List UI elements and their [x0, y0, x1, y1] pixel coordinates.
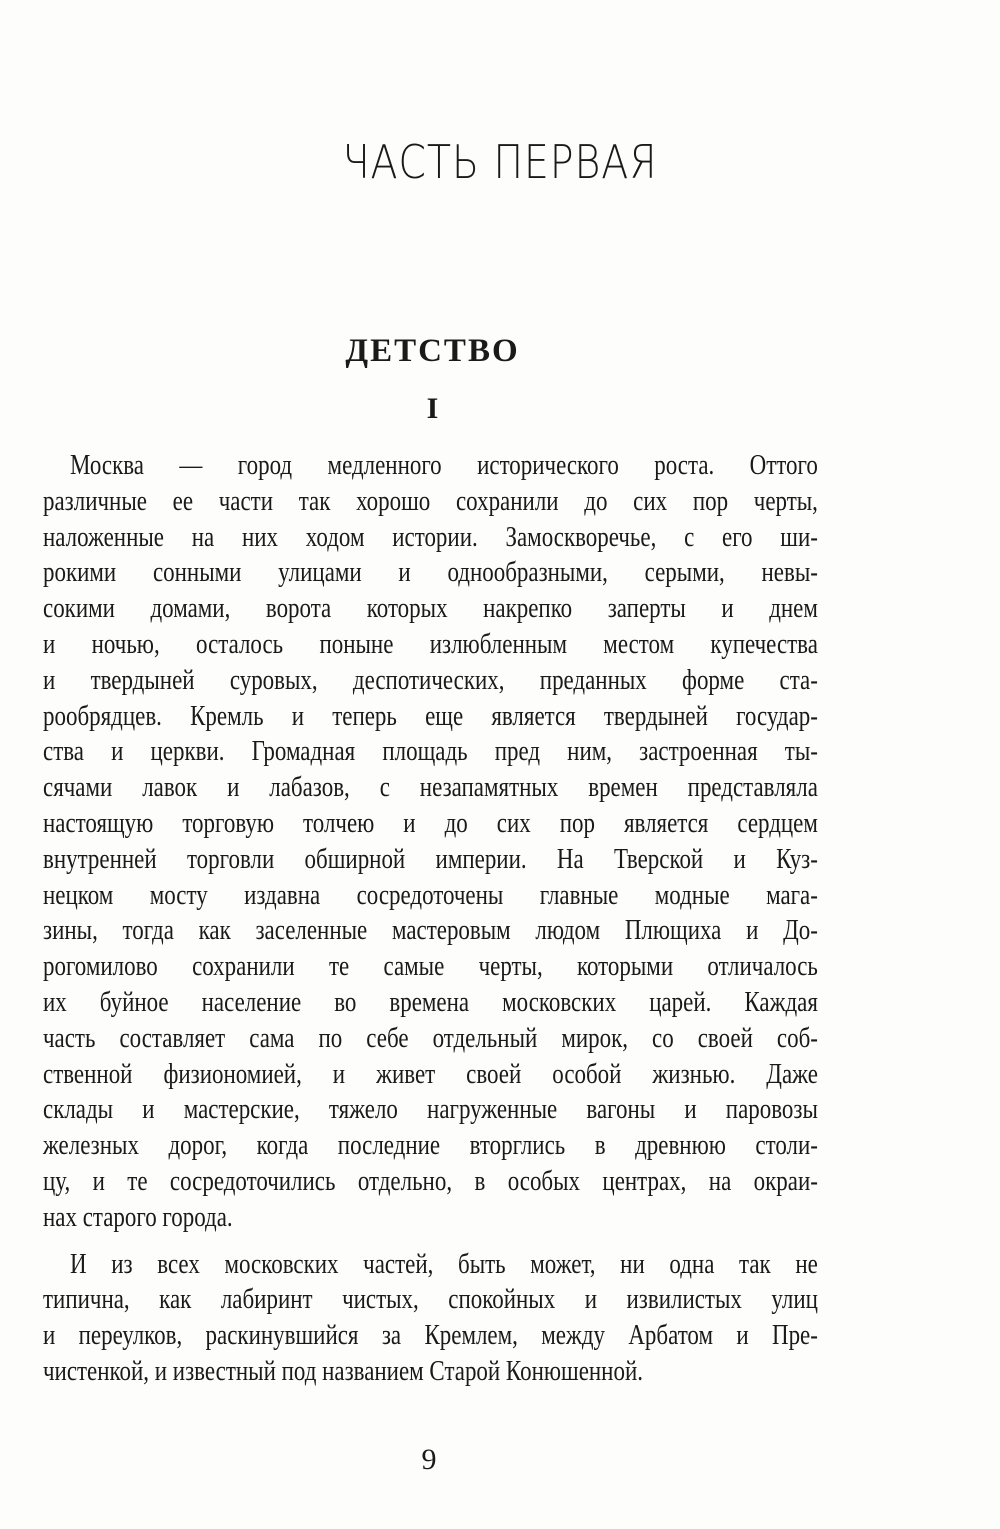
text-line: И из всех московских частей, быть может, ни одна так не	[70, 1248, 818, 1280]
text-line: и твердыней суровых, деспотических, преданных форме ста-	[43, 664, 818, 696]
text-line: рогомилово сохранили те самые черты, которыми отличалось	[43, 951, 818, 983]
text-line: ственной физиономией, и живет своей особой жизнью. Даже	[43, 1058, 818, 1090]
text-line: часть составляет сама по себе отдельный мирок, со своей соб-	[43, 1022, 818, 1054]
text-line: рокими сонными улицами и однообразными, серыми, невы-	[43, 557, 818, 589]
text-line: внутренней торговли обширной империи. На Тверской и Куз-	[43, 843, 818, 875]
text-line: сокими домами, ворота которых накрепко заперты и днем	[43, 593, 818, 625]
text-line: склады и мастерские, тяжело нагруженные вагоны и паровозы	[43, 1094, 818, 1126]
section-number: I	[426, 392, 439, 425]
text-line: нах старого города.	[43, 1201, 233, 1233]
text-line: сячами лавок и лабазов, с незапамятных времен представляла	[43, 772, 818, 804]
text-line: чистенкой, и известный под названием Старой Конюшенной.	[43, 1356, 643, 1387]
text-line: и ночью, осталось поныне излюбленным местом купечества	[43, 629, 818, 660]
text-line: наложенные на них ходом истории. Замоскворечье, с его ши-	[43, 521, 818, 553]
text-line: зины, тогда как заселенные мастеровым людом Плющиха и До-	[43, 915, 818, 947]
text-line: их буйное население во времена московских царей. Каждая	[43, 987, 818, 1018]
text-line: рообрядцев. Кремль и теперь еще является твердыней государ-	[43, 700, 818, 732]
chapter-title: ДЕТСТВО	[345, 333, 520, 369]
text-line: нецком мосту издавна сосредоточены главные модные мага-	[43, 879, 818, 911]
text-line: и переулков, раскинувшийся за Кремлем, между Арбатом и Пре-	[43, 1320, 818, 1352]
text-line: настоящую торговую толчею и до сих пор является сердцем	[43, 808, 818, 839]
text-line: Москва — город медленного исторического роста. Оттого	[70, 450, 818, 481]
text-line: различные ее части так хорошо сохранили до сих пор черты,	[43, 485, 818, 517]
page-number: 9	[421, 1443, 437, 1476]
text-line: железных дорог, когда последние вторглись в древнюю столи-	[43, 1130, 818, 1162]
text-line: типична, как лабиринт чистых, спокойных и извилистых улиц	[43, 1284, 818, 1316]
part-title: ЧАСТЬ ПЕРВАЯ	[342, 135, 658, 189]
text-line: ства и церкви. Громадная площадь пред ним, застроенная ты-	[43, 736, 818, 768]
text-line: цу, и те сосредоточились отдельно, в особых центрах, на окраи-	[43, 1166, 818, 1197]
